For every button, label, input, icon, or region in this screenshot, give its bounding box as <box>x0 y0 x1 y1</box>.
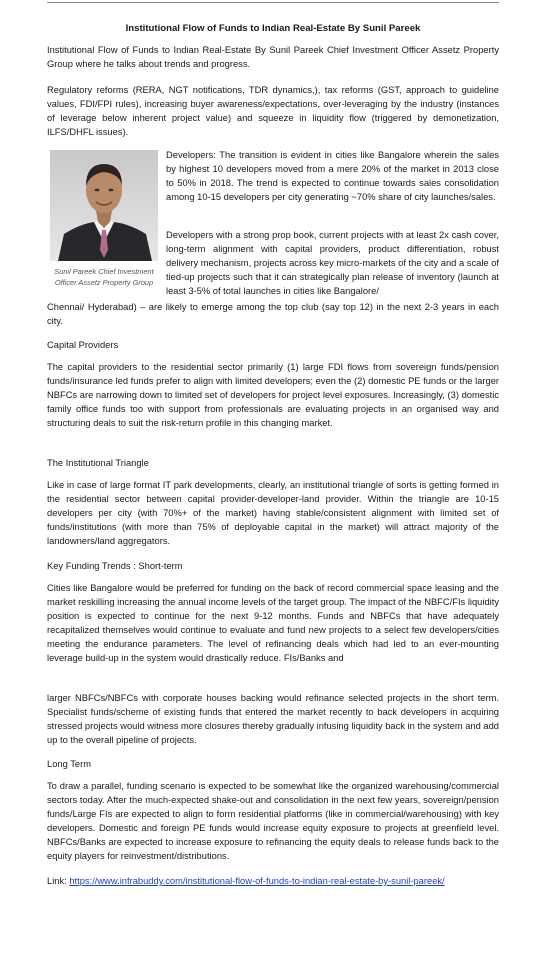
developers-paragraph-1: Developers: The transition is evident in cities like Bangalore wherein the sales by highest 10 developers moved from a mere 20% of the market in 2013 close to 50% in 2018. The trend is expected to continue towards sales consolidation among 10-15 developers per city generating ~70% share of city launches/sales. <box>166 150 499 203</box>
top-rule <box>47 2 499 3</box>
link-label: Link: <box>47 876 67 886</box>
capital-providers-paragraph: The capital providers to the residential sector primarily (1) large FDI flows from sovereign funds/pension funds/insurance led funds prefer to align with limited developers; even the (2) domestic PE funds or the larger NBFCs are narrowing down to limited set of developers for project level exposures. Increasingly, (3) domestic family office funds too with support from professionals are evaluating projects in an organised way and structuring deals to suit the risk-return profile in this changing market. <box>47 362 499 429</box>
heading-long-term: Long Term <box>47 759 91 769</box>
article-title: Institutional Flow of Funds to Indian Real-Estate By Sunil Pareek <box>125 23 421 34</box>
intro-paragraph: Institutional Flow of Funds to Indian Real-Estate By Sunil Pareek Chief Investment Officer Assetz Property Group where he talks about trends and progress. <box>47 45 499 70</box>
short-term-paragraph-2: larger NBFCs/NBFCs with corporate houses backing would refinance selected projects in the short term. Specialist funds/scheme of existing funds that entered the market recently to back developers in acquiring stressed projects would witness more closures thereby gradually infusing liquidity back in the system and add up to the overall pipeline of projects. <box>47 693 499 746</box>
institutional-triangle-paragraph: Like in case of large format IT park developments, clearly, an institutional triangle of sorts is getting formed in the residential sector between capital provider-developer-land provider. Within the triangle are 10-15 developers per city (with 70%+ of the market) having stable/consistent alignment with limited set of funds/institutions (with more than 75% of deployable capital in the market) will attract majority of the landowners/land aggregators. <box>47 480 499 547</box>
developers-paragraph-2-continued: Chennai/ Hyderabad) – are likely to emerge among the top club (say top 12) in the next 2-3 years in each city. <box>47 302 499 327</box>
heading-capital-providers: Capital Providers <box>47 340 119 350</box>
short-term-paragraph-1: Cities like Bangalore would be preferred for funding on the back of record commercial space leasing and the market reskilling increasing the annual income levels of the target group. The impact of the NBFC/FIs liquidity position is expected to continue for the next 9-12 months. Funds and NBFCs that have adequately recapitalized themselves would continue to evaluate and fund new projects to a select few developers/cities meeting the endurance parameters. The level of refinancing deals which had led to an ever-mounting leverage build-up in the system would drastically reduce. FIs/Banks and <box>47 583 499 664</box>
developers-paragraph-2: Developers with a strong prop book, current projects with at least 2x cash cover, long-term alignment with capital providers, product differentiation, robust delivery mechanism, projects across key micro-markets of the city and a scale of tied-up projects such that it can strategically plan release of inventory (launch at least 3-5% of total launches in cities like Bangalore/ <box>166 230 499 297</box>
regulatory-paragraph: Regulatory reforms (RERA, NGT notifications, TDR dynamics,), tax reforms (GST, approach to guideline values, FDI/FPI rules), increasing buyer awareness/expectations, over-leveraging by the industry (instances of leverage below inherent project value) and squeeze in liquidity flow (triggered by demonetization, ILFS/DHFL issues). <box>47 85 499 138</box>
heading-institutional-triangle: The Institutional Triangle <box>47 458 149 468</box>
long-term-paragraph: To draw a parallel, funding scenario is expected to be somewhat like the organized warehousing/commercial sectors today. After the much-expected shake-out and consolidation in the next few years, sovereign/pension funds/Large FIs are expected to align to form residential platforms (like in commercial/warehousing) with key developers. Domestic and foreign PE funds would increase equity exposure to projects at greenfield level. NBFCs/Banks are expected to increase exposure to refinancing the equity deals to release funds back to the equity players for reinvestment/distributions. <box>47 781 499 862</box>
link-line <box>47 874 445 888</box>
heading-short-term: Key Funding Trends : Short-term <box>47 561 183 571</box>
source-link[interactable]: https://www.infrabuddy.com/institutional-flow-of-funds-to-indian-real-estate-by-sunil-pareek/ <box>69 876 445 886</box>
author-photo <box>50 150 158 261</box>
photo-caption: Sunil Pareek Chief Investment Officer Assetz Property Group <box>54 267 154 287</box>
